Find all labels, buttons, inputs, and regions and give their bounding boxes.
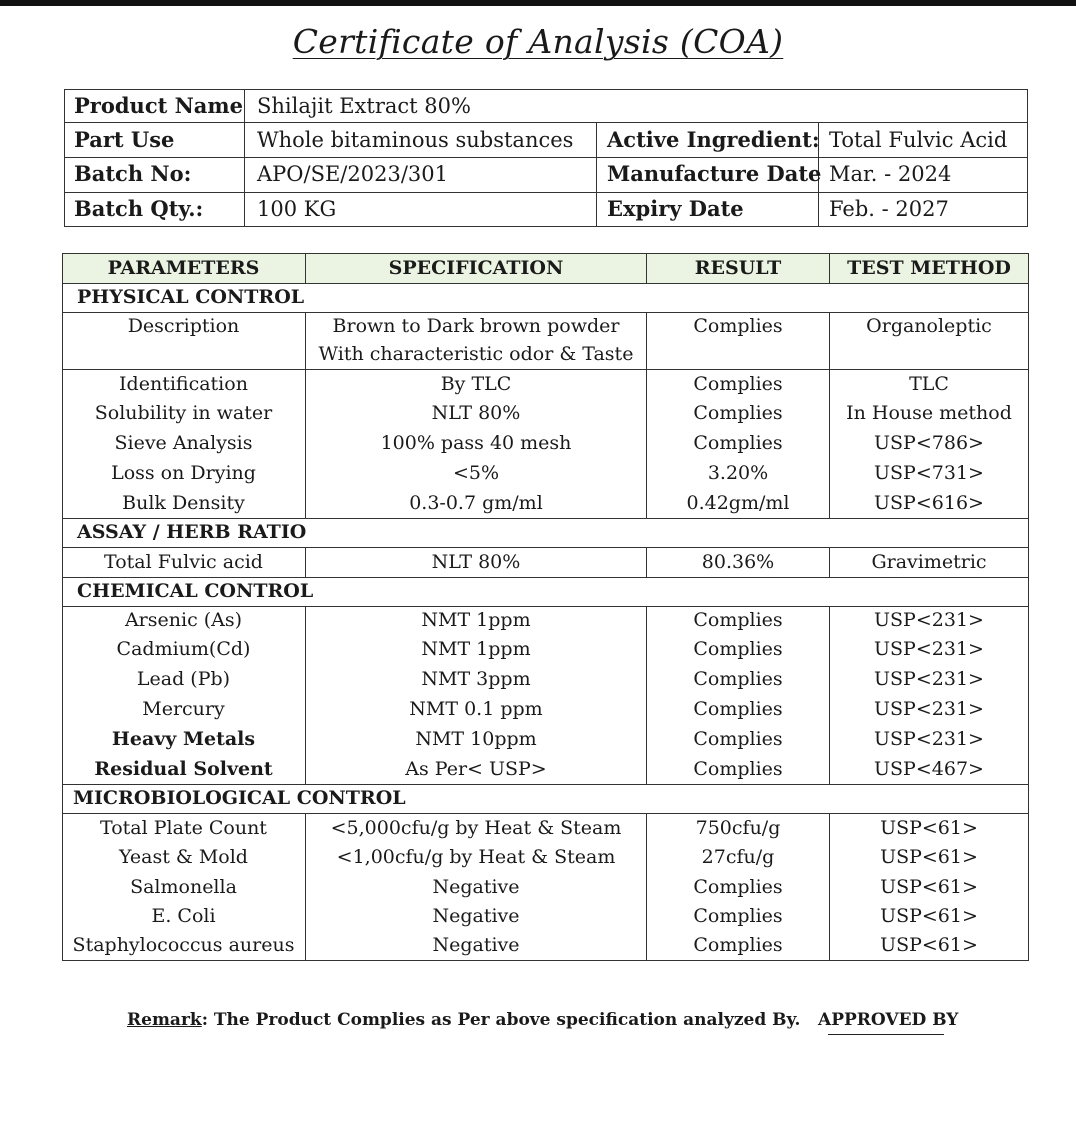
table-row-param: Total Fulvic acid bbox=[104, 551, 263, 573]
table-row-result: Complies bbox=[693, 638, 783, 660]
section-title-chemical: CHEMICAL CONTROL bbox=[77, 580, 314, 602]
column-header-specification: SPECIFICATION bbox=[388, 257, 564, 279]
table-row-spec: By TLC bbox=[440, 373, 512, 395]
table-row-spec: Negative bbox=[432, 934, 520, 956]
table-row-method: USP<61> bbox=[880, 876, 978, 898]
document-title: Certificate of Analysis (COA) bbox=[292, 22, 784, 61]
table-row-param: Bulk Density bbox=[122, 492, 245, 514]
remark bbox=[127, 1010, 800, 1030]
table-row-method: USP<231> bbox=[874, 638, 984, 660]
expiry-date-label: Expiry Date bbox=[607, 196, 744, 221]
section-title-physical: PHYSICAL CONTROL bbox=[77, 286, 305, 308]
table-row-result: Complies bbox=[693, 905, 783, 927]
table-row-spec: NLT 80% bbox=[431, 551, 521, 573]
table-row-spec: NMT 1ppm bbox=[421, 609, 531, 631]
table-row-method: USP<616> bbox=[874, 492, 984, 514]
table-row-result: 27cfu/g bbox=[701, 846, 775, 868]
table-row-method: USP<61> bbox=[880, 817, 978, 839]
section-title-microbiological: MICROBIOLOGICAL CONTROL bbox=[73, 787, 406, 809]
table-row-method: USP<231> bbox=[874, 668, 984, 690]
table-row-result: 80.36% bbox=[701, 551, 775, 573]
signature-line bbox=[828, 1034, 944, 1035]
column-header-test-method: TEST METHOD bbox=[847, 257, 1011, 279]
table-row-method: USP<467> bbox=[874, 758, 984, 780]
table-row-result: 3.20% bbox=[707, 462, 769, 484]
part-use-label: Part Use bbox=[74, 127, 175, 152]
column-header-result: RESULT bbox=[694, 257, 782, 279]
table-row-spec: <1,00cfu/g by Heat & Steam bbox=[336, 846, 616, 868]
table-row-method: Organoleptic bbox=[866, 315, 992, 337]
table-row-param: Staphylococcus aureus bbox=[72, 934, 295, 956]
part-use-value: Whole bitaminous substances bbox=[257, 128, 574, 152]
table-row-method: USP<231> bbox=[874, 698, 984, 720]
table-row-param: Lead (Pb) bbox=[136, 668, 231, 690]
table-row-spec: NMT 1ppm bbox=[421, 638, 531, 660]
active-ingredient-label: Active Ingredient: bbox=[607, 127, 820, 152]
product-info-table bbox=[64, 89, 1028, 227]
table-row-result: Complies bbox=[693, 934, 783, 956]
table-row-result: 0.42gm/ml bbox=[686, 492, 790, 514]
table-row-method: In House method bbox=[846, 402, 1012, 424]
table-row-param: Identification bbox=[119, 373, 248, 395]
table-row-param: Cadmium(Cd) bbox=[116, 638, 251, 660]
manufacture-date-value: Mar. - 2024 bbox=[829, 162, 952, 186]
remark-text: : The Product Complies as Per above specification analyzed By. bbox=[201, 1010, 801, 1030]
table-row-result: Complies bbox=[693, 668, 783, 690]
table-row-result: Complies bbox=[693, 758, 783, 780]
table-row-param: Salmonella bbox=[130, 876, 237, 898]
table-row-method: USP<61> bbox=[880, 905, 978, 927]
table-row-spec: Brown to Dark brown powder bbox=[332, 315, 620, 337]
table-row-method: Gravimetric bbox=[871, 551, 987, 573]
table-row-param: Solubility in water bbox=[94, 402, 273, 424]
table-row-spec: NMT 3ppm bbox=[421, 668, 531, 690]
table-row-result: Complies bbox=[693, 876, 783, 898]
section-title-assay: ASSAY / HERB RATIO bbox=[77, 521, 307, 543]
table-row-spec-line2: With characteristic odor & Taste bbox=[318, 343, 634, 365]
approved-by-label: APPROVED BY bbox=[818, 1010, 959, 1030]
batch-qty-value: 100 KG bbox=[257, 197, 337, 221]
table-row-param: Mercury bbox=[142, 698, 225, 720]
table-row-param: Yeast & Mold bbox=[119, 846, 248, 868]
table-row-param: E. Coli bbox=[151, 905, 216, 927]
table-row-param: Residual Solvent bbox=[94, 758, 273, 780]
column-header-parameters: PARAMETERS bbox=[107, 257, 260, 279]
table-row-spec: NMT 0.1 ppm bbox=[409, 698, 543, 720]
batch-no-value: APO/SE/2023/301 bbox=[257, 162, 448, 186]
product-name-value: Shilajit Extract 80% bbox=[257, 94, 471, 118]
table-row-result: Complies bbox=[693, 728, 783, 750]
table-row-result: Complies bbox=[693, 373, 783, 395]
table-row-result: Complies bbox=[693, 432, 783, 454]
table-row-param: Arsenic (As) bbox=[124, 609, 243, 631]
product-name-label: Product Name bbox=[74, 93, 243, 118]
table-row-spec: 0.3-0.7 gm/ml bbox=[409, 492, 543, 514]
table-row-param: Loss on Drying bbox=[111, 462, 256, 484]
remark-label: Remark bbox=[127, 1010, 202, 1030]
table-row-param: Total Plate Count bbox=[100, 817, 267, 839]
table-row-result: Complies bbox=[693, 609, 783, 631]
table-row-param: Description bbox=[127, 315, 240, 337]
table-row-result: Complies bbox=[693, 315, 783, 337]
table-row-method: TLC bbox=[909, 373, 949, 395]
table-row-method: USP<61> bbox=[880, 846, 978, 868]
table-row-param: Sieve Analysis bbox=[114, 432, 253, 454]
table-row-spec: Negative bbox=[432, 905, 520, 927]
table-row-method: USP<61> bbox=[880, 934, 978, 956]
active-ingredient-value: Total Fulvic Acid bbox=[829, 128, 1008, 152]
batch-qty-label: Batch Qty.: bbox=[74, 196, 204, 221]
table-row-spec: 100% pass 40 mesh bbox=[380, 432, 572, 454]
analysis-table bbox=[62, 253, 1029, 961]
table-row-spec: <5% bbox=[452, 462, 500, 484]
table-row-spec: NLT 80% bbox=[431, 402, 521, 424]
table-row-method: USP<786> bbox=[874, 432, 984, 454]
expiry-date-value: Feb. - 2027 bbox=[829, 197, 949, 221]
table-row-spec: <5,000cfu/g by Heat & Steam bbox=[330, 817, 622, 839]
table-row-method: USP<231> bbox=[874, 609, 984, 631]
table-row-spec: As Per< USP> bbox=[405, 758, 547, 780]
top-border bbox=[0, 0, 1076, 6]
batch-no-label: Batch No: bbox=[74, 161, 192, 186]
table-row-result: Complies bbox=[693, 698, 783, 720]
table-row-result: Complies bbox=[693, 402, 783, 424]
table-row-spec: NMT 10ppm bbox=[415, 728, 537, 750]
manufacture-date-label: Manufacture Date bbox=[607, 161, 822, 186]
table-row-param: Heavy Metals bbox=[111, 728, 256, 750]
table-row-spec: Negative bbox=[432, 876, 520, 898]
table-row-method: USP<731> bbox=[874, 462, 984, 484]
table-row-method: USP<231> bbox=[874, 728, 984, 750]
table-row-result: 750cfu/g bbox=[695, 817, 781, 839]
